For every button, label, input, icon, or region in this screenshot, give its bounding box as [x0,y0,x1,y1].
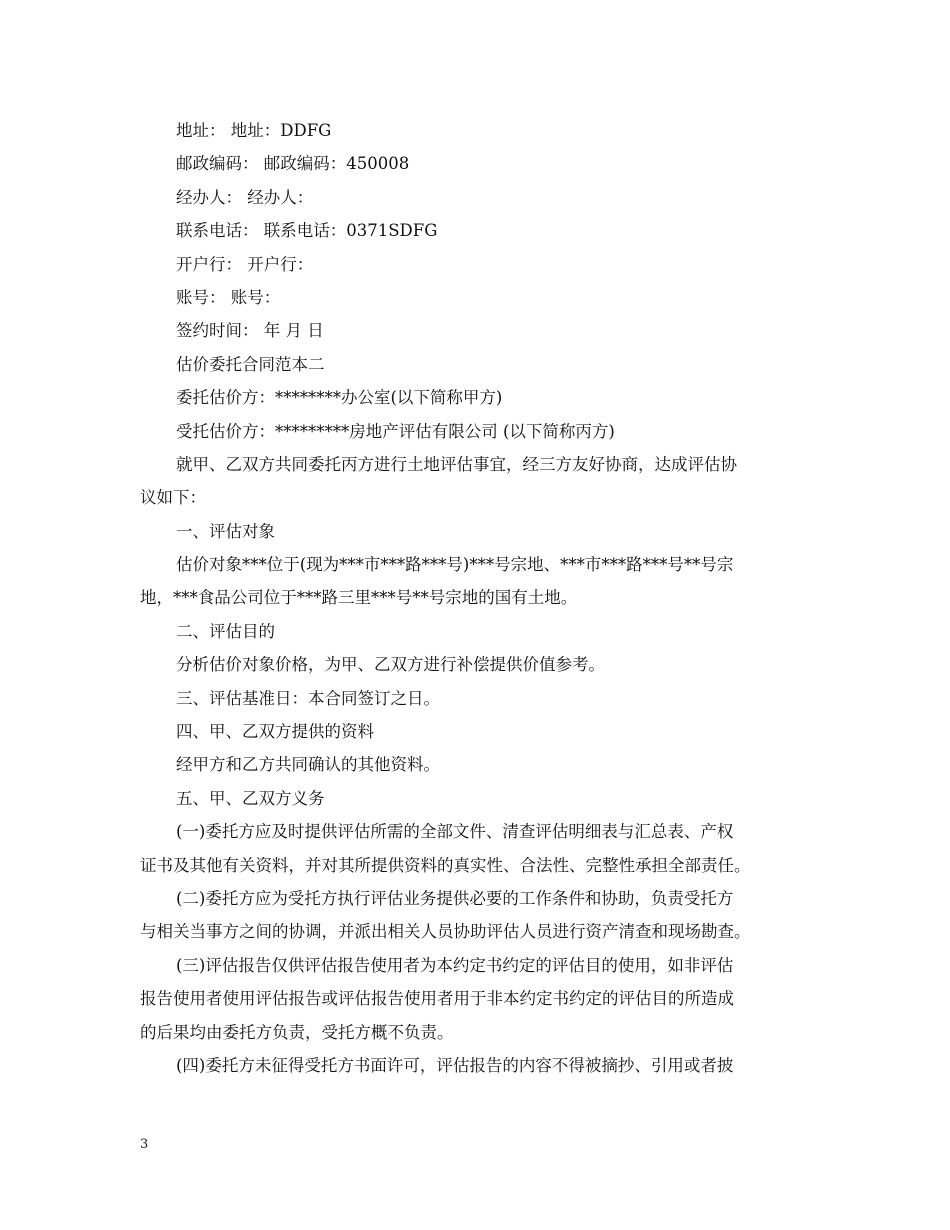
text-line: 报告使用者使用评估报告或评估报告使用者用于非本约定书约定的评估目的所造成 [140,989,734,1009]
text-line: 地，***食品公司位于***路三里***号**号宗地的国有土地。 [140,588,578,608]
text-line: 估价委托合同范本二 [176,354,325,374]
text-line: 邮政编码： 邮政编码：450008 [176,154,410,174]
text-line: 开户行： 开户行： [176,254,314,274]
document-body [140,114,820,1082]
text-line: 联系电话： 联系电话：0371SDFG [176,221,438,241]
text-line: 账号： 账号： [176,287,281,307]
text-line: 的后果均由委托方负责，受托方概不负责。 [140,1022,454,1042]
text-line: 二、评估目的 [176,621,275,641]
text-line: 证书及其他有关资料，并对其所提供资料的真实性、合法性、完整性承担全部责任。 [140,855,751,875]
text-line: (四)委托方未征得受托方书面许可，评估报告的内容不得被摘抄、引用或者披 [176,1055,734,1075]
text-line: 受托估价方：*********房地产评估有限公司 (以下简称丙方) [176,421,615,441]
text-line: (一)委托方应及时提供评估所需的全部文件、清查评估明细表与汇总表、产权 [176,822,734,842]
text-line: 一、评估对象 [176,521,275,541]
text-line: 与相关当事方之间的协调，并派出相关人员协助评估人员进行资产清查和现场勘查。 [140,922,751,942]
text-line: 就甲、乙双方共同委托丙方进行土地评估事宜，经三方友好协商，达成评估协 [176,454,737,474]
text-line: 签约时间： 年 月 日 [176,321,324,341]
text-line: 三、评估基准日：本合同签订之日。 [176,688,440,708]
text-line: 经甲方和乙方共同确认的其他资料。 [176,755,440,775]
page-number: 3 [140,1137,149,1152]
text-line: 五、甲、乙双方义务 [176,788,325,808]
text-line: 委托估价方：********办公室(以下简称甲方) [176,388,503,408]
text-line: (三)评估报告仅供评估报告使用者为本约定书约定的评估目的使用，如非评估 [176,955,734,975]
text-line: 估价对象***位于(现为***市***路***号)***号宗地、***市***路***号**号宗 [176,555,734,575]
text-line: 经办人： 经办人： [176,187,314,207]
text-line: (二)委托方应为受托方执行评估业务提供必要的工作条件和协助，负责受托方 [176,888,734,908]
text-line: 议如下： [140,488,206,508]
text-line: 分析估价对象价格，为甲、乙双方进行补偿提供价值参考。 [176,655,605,675]
text-line: 地址： 地址：DDFG [176,121,332,140]
text-line: 四、甲、乙双方提供的资料 [176,722,374,742]
